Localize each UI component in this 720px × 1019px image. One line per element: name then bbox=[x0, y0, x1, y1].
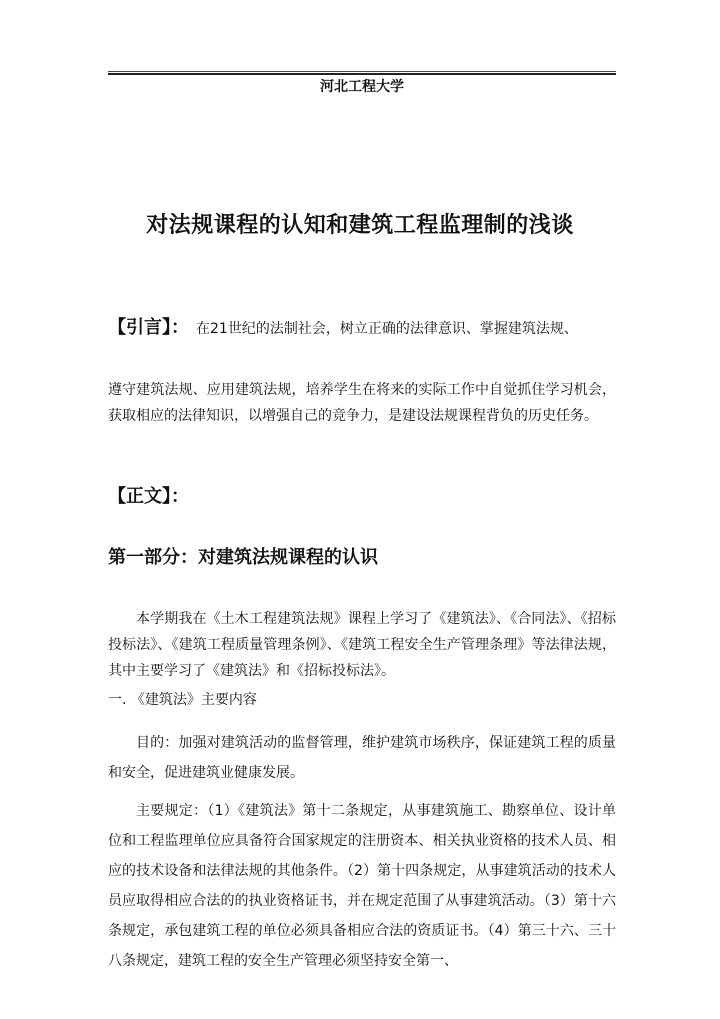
intro-continuation: 遵守建筑法规、应用建筑法规，培养学生在将来的实际工作中自觉抓住学习机会，获取相应的法律知识，以增强自己的竞争力，是建设法规课程背负的历史任务。 bbox=[108, 382, 616, 424]
intro-label: 【引言】： bbox=[108, 317, 189, 338]
intro-first-line: 在21世纪的法制社会，树立正确的法律意识、掌握建筑法规、 bbox=[196, 321, 578, 337]
header-rule bbox=[108, 71, 616, 75]
subsection1-heading: 一. 《建筑法》主要内容 bbox=[108, 692, 257, 708]
main-label: 【正文】： bbox=[108, 486, 189, 507]
section1-paragraph: 本学期我在《土木工程建筑法规》课程上学习了《建筑法》、《合同法》、《招标投标法》、《建筑工程质量管理条例》、《建筑工程安全生产管理条理》等法律法规，其中主要学习了《建筑法》和《招标投标法》。 bbox=[108, 611, 616, 679]
header-institution: 河北工程大学 bbox=[320, 79, 404, 95]
purpose-paragraph: 目的：加强对建筑活动的监督管理，维护建筑市场秩序，保证建筑工程的质量和安全，促进建筑业健康发展。 bbox=[108, 735, 616, 781]
section1-heading: 第一部分：对建筑法规课程的认识 bbox=[108, 547, 378, 568]
document-title: 对法规课程的认知和建筑工程监理制的浅谈 bbox=[146, 212, 574, 238]
provisions-paragraph: 主要规定：（1）《建筑法》第十二条规定，从事建筑施工、勘察单位、设计单位和工程监理单位应具备符合国家规定的注册资本、相关执业资格的技术人员、相应的技术设备和法律法规的其他条件。（2）第十四条规定，从事建筑活动的技术人员应取得相应合法的的执业资格证书，并在规定范围了从事建筑活动。（3）第十六条规定，承包建筑工程的单位必须具备相应合法的资质证书。（4）第三十六、三十八条规定，建筑工程的安全生产管理必须坚持安全第一、 bbox=[108, 803, 616, 969]
